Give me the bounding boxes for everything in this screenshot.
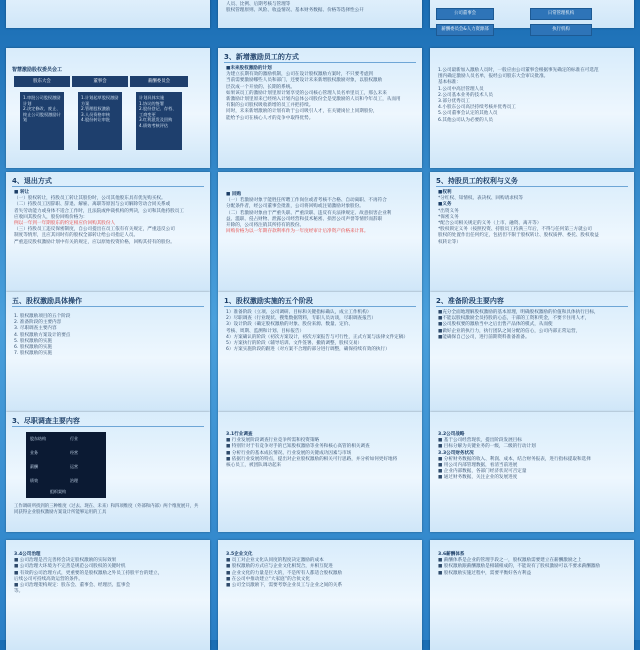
slide-new-employees [218,48,422,168]
text-line: ■ 有效的公司治理方式，更重要的是股权激励之外员工持股平台的建立， [14,570,163,576]
text-line: ■ 股权激励的方式应与企业文化相契合，并相互促进 [226,564,333,570]
text-line: 人员、比例、后期考核与管理等 [226,2,291,7]
text-line: ■ 公司治理大环境为不完善是规范公司股权的关键时机 [14,564,126,570]
text-line: ■ 企业内部数据，各部门经济状况可否定量 [438,469,527,475]
text-line: ■ 转让 [14,190,30,195]
col-text: 1.审批公司股权激励计划 [23,95,61,106]
text-line: ■ 在公司中推动建立“大家庭”的合伙文化 [226,576,311,582]
text-line: ■ 回购 [226,192,242,197]
org-box-hr: 薪酬委员会&人力资源部 [436,24,494,36]
text-line: 同时，未来新增激励的计划有助于公司吸引人才，在关键岗位上同期股份， [226,109,378,115]
toc-item: 3. 尽职调查主要内容 [14,326,57,332]
text-line: 股权的处置作出任何约定，包括但不限于股权转让、股权质押、委托、股权收益 [438,233,599,239]
slide-operation [6,292,210,412]
text-line: 能给予公司在核心人才的竞争中取得优势。 [226,115,314,121]
slide-title: 4、退出方式 [12,177,52,185]
diagram-label: 组织架构 [50,489,66,494]
text-line: （二）持股员工因辞职、辞退、解雇、离职等原因与公司解除劳动合同关系或 [14,202,171,208]
diagram-label: 经营 [70,450,78,455]
text-line: 1.公司中高层管理人员 [438,86,484,92]
text-line: 考核、周期、监测和计划、目标报告） [226,328,305,334]
text-line: 当前需要激励哪些人员和部门，还要设计未来新增股权激励对象，以股权激励 [226,78,383,84]
text-line: *分红权、知情权、表决权、回购请求权等 [438,196,523,202]
toc-label: 股权激励的实施 [19,351,53,357]
text-line: ■不能以股权激励全员持股的心态，干部的工资和奖金，不要卡住用人才， [438,316,590,322]
slide-body [226,432,414,528]
divider [12,186,204,187]
text-line: 层次成一个开放的、长期的系统。 [226,84,295,90]
slide-governance [6,540,210,650]
toc-label: 股权激励方案设计的要点 [19,332,71,338]
slide-top-left [6,0,210,28]
text-line: ■ 通过财务数据，关注企业的发展进度 [438,475,518,481]
text-line: 如果该员工的激励计划里原计划享受的公司核心管理人员名单里员工，那么未来 [226,90,387,96]
text-line: ■ 公司治理架构规定：股东会、董事会、经理层、监事会 [14,583,131,589]
text-line: ■做好企业的执行力，执行团队之间分配的信心，公司内部正常运营， [438,328,581,334]
org-box-daily: 日常管理机构 [530,8,592,20]
toc-item: 5. 股权激励的实施 [14,338,53,344]
text-line: 6.其他公司认为必要的人员 [438,117,493,123]
slide-top-right [430,0,634,32]
slide-body [226,66,414,164]
text-line: 开除的，公司将注销其所持有的股份。 [226,223,305,229]
toc-item: 6. 股权激励的实施 [14,345,53,351]
slide-body [226,192,414,288]
slide-body [438,552,626,646]
diagram-label: 股东结构 [30,436,46,441]
text-line: 3）设计阶段（确定股权激励的对象、股份来源、数量、定价、 [226,322,353,328]
slide-body [438,68,626,164]
col-text: 3.红利派发及回购 [139,117,173,123]
committee-col-2 [78,92,122,150]
text-line: 1）准备阶段（立项、公司调研、目标和关键指标确认，成立工作机构） [226,310,372,315]
divider [436,186,628,187]
text-line: （二）若激励对象由于严重失职、严重渎职、违反有关法律规定、故意损害企业利 [226,210,392,216]
text-line: *出资义务 [438,208,459,214]
subsection-title: 3.3公司财务状况 [438,450,474,456]
slide-body [226,2,414,24]
text-line: ■ 股权激励跟薪酬激励是相辅相成的，不能说有了股权激励可以不要求薪酬激励 [438,564,600,570]
slide-standards [430,48,634,168]
diagram-label: 治理 [70,478,78,483]
diagram-label: 绩效 [30,478,38,483]
org-box-board: 公司董事会 [436,8,494,20]
slide-rights [430,172,634,292]
divider [12,426,204,427]
arrow-salary-committee: 薪酬委员会 [130,76,188,87]
toc-label: 尽职调查主要内容 [19,326,57,332]
diligence-caption: 工作调研所找到的三种维度（过去、现在、未来）和四项维度（外部和内部）两个维度展开，共同获得企业股权激励方案设计所能够运用的工具 [14,504,199,515]
slide-title: 五、股权激励具体操作 [12,297,82,305]
text-line: 者失劳动能力或身体不适合工作时，且法院或仲裁机构的判决，公司和其他持股员工 [14,208,184,214]
slide-title: 3、新增激励员工的方式 [224,53,299,61]
col-text: 4.绩效考核评估 [139,122,169,128]
text-line: 新激励计划里原来已经纳入计划内总体公司股份全是受激励的人员和今年员工，从而用 [226,97,401,103]
text-line: 5.公司董事会认定的其他人员 [438,111,498,117]
toc-item: 2. 准备阶段的主要内容 [14,320,62,326]
slide-buyback [218,172,422,292]
slide-body [14,190,202,288]
text-line: ■义务 [438,202,452,208]
text-line: ■公司股权要的激励当中之后出售产品体的模式，从而使 [438,322,553,328]
text-line: 5）方案执行的阶段（辅导培训、文件签署、撤销调整，股权交易） [226,341,363,347]
toc-label: 股权激励的实施 [19,338,53,344]
col-text: 4.股份转让审批 [81,117,111,123]
slide-exit [6,172,210,292]
diagram-label: 行业 [70,436,78,441]
divider [12,306,204,307]
slide-industry [218,412,422,532]
text-line: ■ 用公司内部管理数据，看清当前进展 [438,463,518,469]
committee-col-1 [20,92,64,150]
text-line: 围内确定激励人员名单，报经公司股东大会审议批准。 [438,74,549,80]
text-line: 核心员工，被团队调动起来 [226,463,282,469]
diagram-label: 薪酬 [30,464,38,469]
text-line: ■ 企业文化的力量是巨大的，不是所有人都适合股权激励 [226,570,343,576]
text-line: *股权锁定义务（按照投资、持股员工持满三年后，不得与任何第三方就公司 [438,227,592,233]
arrow-shareholders: 股东大会 [14,76,70,87]
text-line: ■ 基于公司经营现状，提出阶段发展目标 [438,438,522,444]
text-line: 分配条件者，经公司董事会批准，公司将回购或注销激励对象股份。 [226,204,364,210]
slide-title: 5、持股员工的权利与义务 [436,177,518,185]
col-text: 2.管理股权激励 [81,106,111,112]
divider [224,62,416,63]
text-line: ■充分全面地理解股权激励的基本原理，明确股权激励的价值和具体执行目标， [438,310,599,315]
text-line: ■能确保自己公司，进行前期资料准备准备。 [438,334,530,340]
col-text: 3.人员资格审核 [81,111,111,117]
text-line: 益、滥职、侵占财物、泄露公司经营和技术秘密、损害公司声誉等情形而辞职 [226,216,383,222]
diligence-diagram [26,432,106,498]
text-line: 4）方案确认的阶段（初次方案设计，初次方案报告与可行性，正式方案与法律文件定稿） [226,334,409,340]
text-line: *配合公司相关规定的义务（上市、融资、离开等） [438,221,542,227]
subsection-title: 3.5企业文化 [226,552,253,557]
text-line: （三）持股员工违反保密制度，自公司提出在员工依有有关规定，严重违反公司 [14,227,175,233]
slide-title: 2、准备阶段主要内容 [436,297,504,305]
slide-preparation [430,292,634,412]
org-box-exec: 执行机构 [530,24,592,36]
text-line: 权转让等） [438,239,461,245]
text-line: ■ 目标分解为关键业务的一级，二级的行动计划 [438,444,536,450]
toc-item: 4. 股权激励方案设计的要点 [14,332,71,338]
col-text: 1.协议的签署 [139,100,164,106]
text-line: 4.小股东公司高层持续考核并优秀员工 [438,105,516,111]
text-line: 有限的公司股权吸收新增的员工并把持续。 [226,103,314,109]
slide-committee [6,48,210,168]
text-line: ■权利 [438,190,452,195]
col-text: 2.决定修改、废止、终止公司股权激励计划 [23,106,61,123]
arrow-board: 董事会 [72,76,128,87]
subsection-title: 3.1行业调查 [226,432,253,437]
slide-body [14,314,202,408]
subsection-title: 3.2公司战略 [438,432,465,437]
col-text: 2.股份登记、存档、工商变更 [139,106,177,117]
text-line: ■ 员工对企业文化认同度的程度决定激励的成本 [226,558,324,564]
committee-col-3 [136,92,182,150]
text-line: （一）若激励对象于能胜任所聘工作岗位或者考核不合格、自动离职、不再符合 [226,198,387,204]
slide-body [438,310,626,408]
text-line: ■ 分析行业的基本成长情况、行业发展的关键成功因素与市场 [226,450,352,456]
divider [436,306,628,307]
slide-due-diligence [6,412,210,532]
diagram-label: 业务 [30,450,38,455]
text-line: ■ 公司治理是否完善将会决定股权激励的实际效果 [14,558,117,564]
slide-body [226,552,414,646]
text-line: 2）尽职调查（行业现状、搜集数据资料，专职人员访谈，尽职调查报告） [226,316,376,322]
text-line: ■ 薪酬体系是企业的管理手段之一，股权激励需要建立在薪酬激励之上 [438,558,582,564]
text-line: 制度等情形，且应其同时有的股权全部转让给公司指定人员。 [14,233,139,239]
slide-strategy [430,412,634,532]
slide-body [14,552,202,646]
slide-title: 3、尽职调查主要内容 [12,417,80,425]
slide-culture [218,540,422,650]
slide-body [438,190,626,288]
text-line: ■ 公司全员激励下，需要考察企业员工与企业之间的关系 [226,583,343,589]
toc-item: 1. 股权激励项目的五个阶段 [14,314,71,319]
text-line: ■ 行业发展阶段调查行业竞争所需和投资策略 [226,438,320,444]
subsection-title: 3.6薪酬体系 [438,552,465,557]
text-line: 3.部分优秀员工 [438,99,470,105]
toc-label: 准备阶段的主要内容 [19,320,62,326]
text-line: 1.公司最新加入激励人员时，一般应由公司董事会根据事先确定的标准在可选范 [438,68,599,73]
text-line: 严重违反股权激励计划中有关的规定，应以原始投资价格，回购其持有的股份。 [14,239,175,245]
toc-item: 7. 股权激励的实施 [14,351,53,357]
text-line: 应收回其股份人，股份回购价格为： [14,214,88,220]
text-line: 后续公司可持续高效运营的条件。 [14,576,83,582]
text-line: ■ 分析财务数据的收入、利润、成本，结合财务报表，进行指标提取和选择 [438,456,591,462]
text-line: ■未来股权激励的计划 [226,66,272,71]
highlight-text: 例以一年到一年期股东的约定相应价回购其股份人 [14,221,116,227]
slide-body [226,310,414,408]
text-line: 等。 [14,589,24,595]
subsection-title: 3.4公司治理 [14,552,41,557]
text-line: 2.公司基本业务的技术人员 [438,92,493,98]
toc-label: 股权激励的实施 [19,345,53,351]
text-line: *保密义务 [438,214,459,220]
toc-label: 股权激励项目的五个阶段 [19,314,71,319]
text-line: ■ 依据行业发展的特点，提出对企业股权激励的相关可行思路，并分析如何更好地将 [226,456,398,462]
text-line: ■ 特别针对于有竞争对手的已知股权激励等业务和核心高管的相关调查 [226,444,370,450]
divider [224,306,416,307]
diagram-label: 运营 [70,464,78,469]
text-line: （一）股权转让，持股员工转让其股份时，公司其他股东具有优先购买权。 [14,196,166,202]
col-text: 1.计划起草股权激励方案 [81,95,119,106]
highlight-text: 回购价格为以一年期存款利率作为一年度经审计后净资产价格来计算。 [226,229,369,235]
text-line: 为建立长期有效的激励机制，公司在设计股权激励方案时，不只要考虑到 [226,72,374,78]
text-line: ■ 股权激励实施过程中，需要平衡好各方利益 [438,570,532,576]
slide-five-stages [218,292,422,412]
text-line: 股权管理原则、风险、收益情况、基本财务数据、价格等选择性公开 [226,8,364,14]
slide-title: 智慧激励股权委员会工 [12,67,63,73]
text-line: 6）方案实施阶段的跟进（对方案不合理的部分进行调整，确保持续有效的执行） [226,347,390,353]
slide-body [438,432,626,528]
slide-top-middle [218,0,422,28]
text-line: 基本标准： [438,80,461,86]
col-text: 计划具体实施 [139,95,165,100]
slide-salary [430,540,634,650]
slide-title: 1、股权激励实施的五个阶段 [224,297,313,305]
